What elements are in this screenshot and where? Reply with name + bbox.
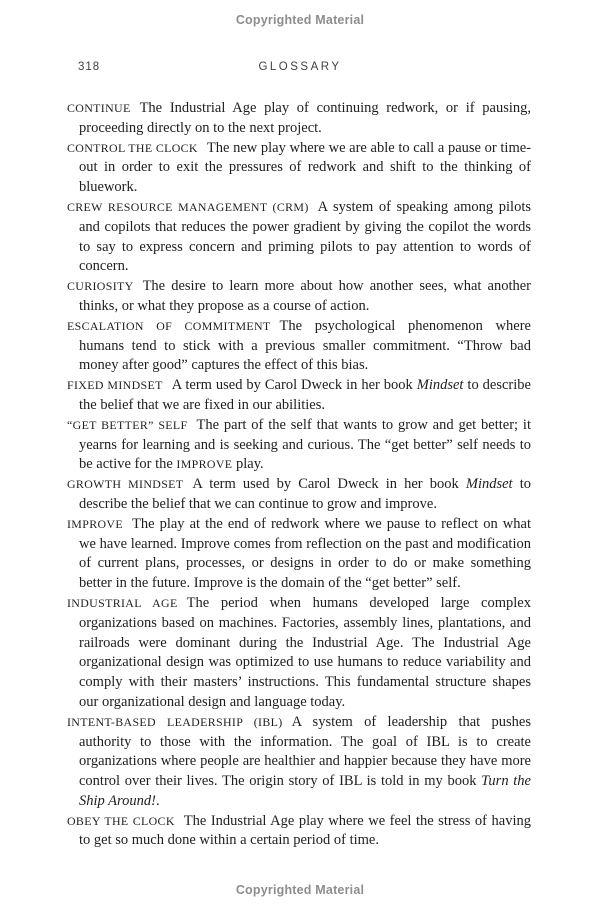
definition-segment: A term used by Carol Dweck in her book	[192, 476, 466, 493]
definition-segment: The psychological phenomenon where humans tend to stick with a previous smaller commitment. “Throw bad money after good” captures the effect of this bias.	[79, 317, 531, 374]
glossary-entry	[67, 416, 531, 475]
definition-segment: A system of leadership that pushes authority to those with the information. The goal of IBL is to create organizations where people are healthier and happier because they have more control over their lives. The origin story of IBL is told in my book	[79, 713, 531, 790]
copyright-watermark-bottom: Copyrighted Material	[235, 883, 365, 897]
definition-segment: The Industrial Age play where we feel the stress of having to get so much done within a certain period of time.	[79, 812, 531, 849]
glossary-term: “GET BETTER” SELF	[67, 417, 188, 432]
glossary-entry	[67, 99, 531, 139]
glossary-term: INDUSTRIAL AGE	[67, 595, 178, 610]
definition-segment-italic: Mindset	[416, 377, 464, 394]
glossary-term: CURIOSITY	[67, 279, 134, 294]
page-number: 318	[78, 61, 101, 73]
definition-segment: A term used by Carol Dweck in her book	[171, 377, 417, 394]
definition-segment: A system of speaking among pilots and copilots that reduces the power gradient by giving the copilot the words to say to express concern and priming pilots to pay attention to words of concern.	[79, 198, 532, 275]
glossary-definition	[79, 595, 531, 710]
glossary-term: CONTINUE	[67, 101, 131, 115]
definition-segment-italic: Turn the Ship Around!	[79, 773, 531, 809]
glossary-term: IMPROVE	[67, 516, 123, 531]
definition-segment: play.	[232, 456, 264, 473]
glossary-entry	[67, 812, 531, 852]
running-title: GLOSSARY	[258, 61, 342, 73]
glossary-term: FIXED MINDSET	[67, 378, 163, 393]
glossary-term: CREW RESOURCE MANAGEMENT (CRM)	[67, 199, 309, 214]
glossary-entry	[67, 317, 531, 376]
glossary-entry	[67, 594, 531, 713]
glossary-definition	[79, 516, 531, 591]
glossary-definition	[79, 100, 531, 136]
glossary-entry	[67, 277, 531, 317]
glossary-entry	[67, 139, 531, 198]
definition-segment: to describe the belief that we can continue to grow and improve.	[79, 476, 531, 512]
glossary-entries	[67, 99, 531, 851]
definition-segment: The new play where we are able to call a pause or time-out in order to exit the pressures of redwork and shift to the thinking of bluework.	[79, 139, 531, 196]
glossary-entry	[67, 515, 531, 594]
glossary-term: GROWTH MINDSET	[67, 477, 184, 492]
definition-segment-italic: Mindset	[465, 476, 513, 493]
definition-segment: The period when humans developed large complex organizations based on machines. Factories, assembly lines, plantations, and railroads were dominant during the Industrial Age. The Industrial Age organizational design was optimized to use humans to reduce variability and comply with their masters’ instructions. This fundamental structure shapes our organizational design and language today.	[79, 594, 531, 710]
definition-segment: to describe the belief that we are fixed in our abilities.	[79, 377, 531, 413]
definition-segment: The part of the self that wants to grow and get better; it yearns for learning and is seeking and curious. The “get better” self needs to be active for the	[79, 416, 531, 473]
glossary-entry	[67, 475, 531, 515]
glossary-term: CONTROL THE CLOCK	[67, 140, 198, 155]
definition-segment: The desire to learn more about how another sees, what another thinks, or what they propose as a course of action.	[79, 278, 531, 314]
glossary-term: INTENT-BASED LEADERSHIP (IBL)	[67, 714, 283, 729]
glossary-definition	[79, 278, 531, 314]
copyright-watermark-top: Copyrighted Material	[235, 13, 365, 27]
glossary-term: OBEY THE CLOCK	[67, 813, 175, 828]
definition-segment-smallcaps: IMPROVE	[176, 457, 233, 472]
definition-segment: The play at the end of redwork where we pause to reflect on what we have learned. Improve comes from reflection on the past and modification of current plans, processes, or designs in order to do or make something better in the future. Improve is the domain of the “get better” self.	[79, 515, 531, 592]
glossary-entry	[67, 713, 531, 812]
glossary-entry	[67, 198, 531, 277]
definition-segment: .	[155, 792, 160, 809]
definition-segment: The Industrial Age play of continuing redwork, or if pausing, proceeding directly on to the next project.	[79, 100, 531, 136]
glossary-entry	[67, 376, 531, 416]
running-head	[0, 61, 600, 77]
glossary-term: ESCALATION OF COMMITMENT	[67, 318, 271, 333]
